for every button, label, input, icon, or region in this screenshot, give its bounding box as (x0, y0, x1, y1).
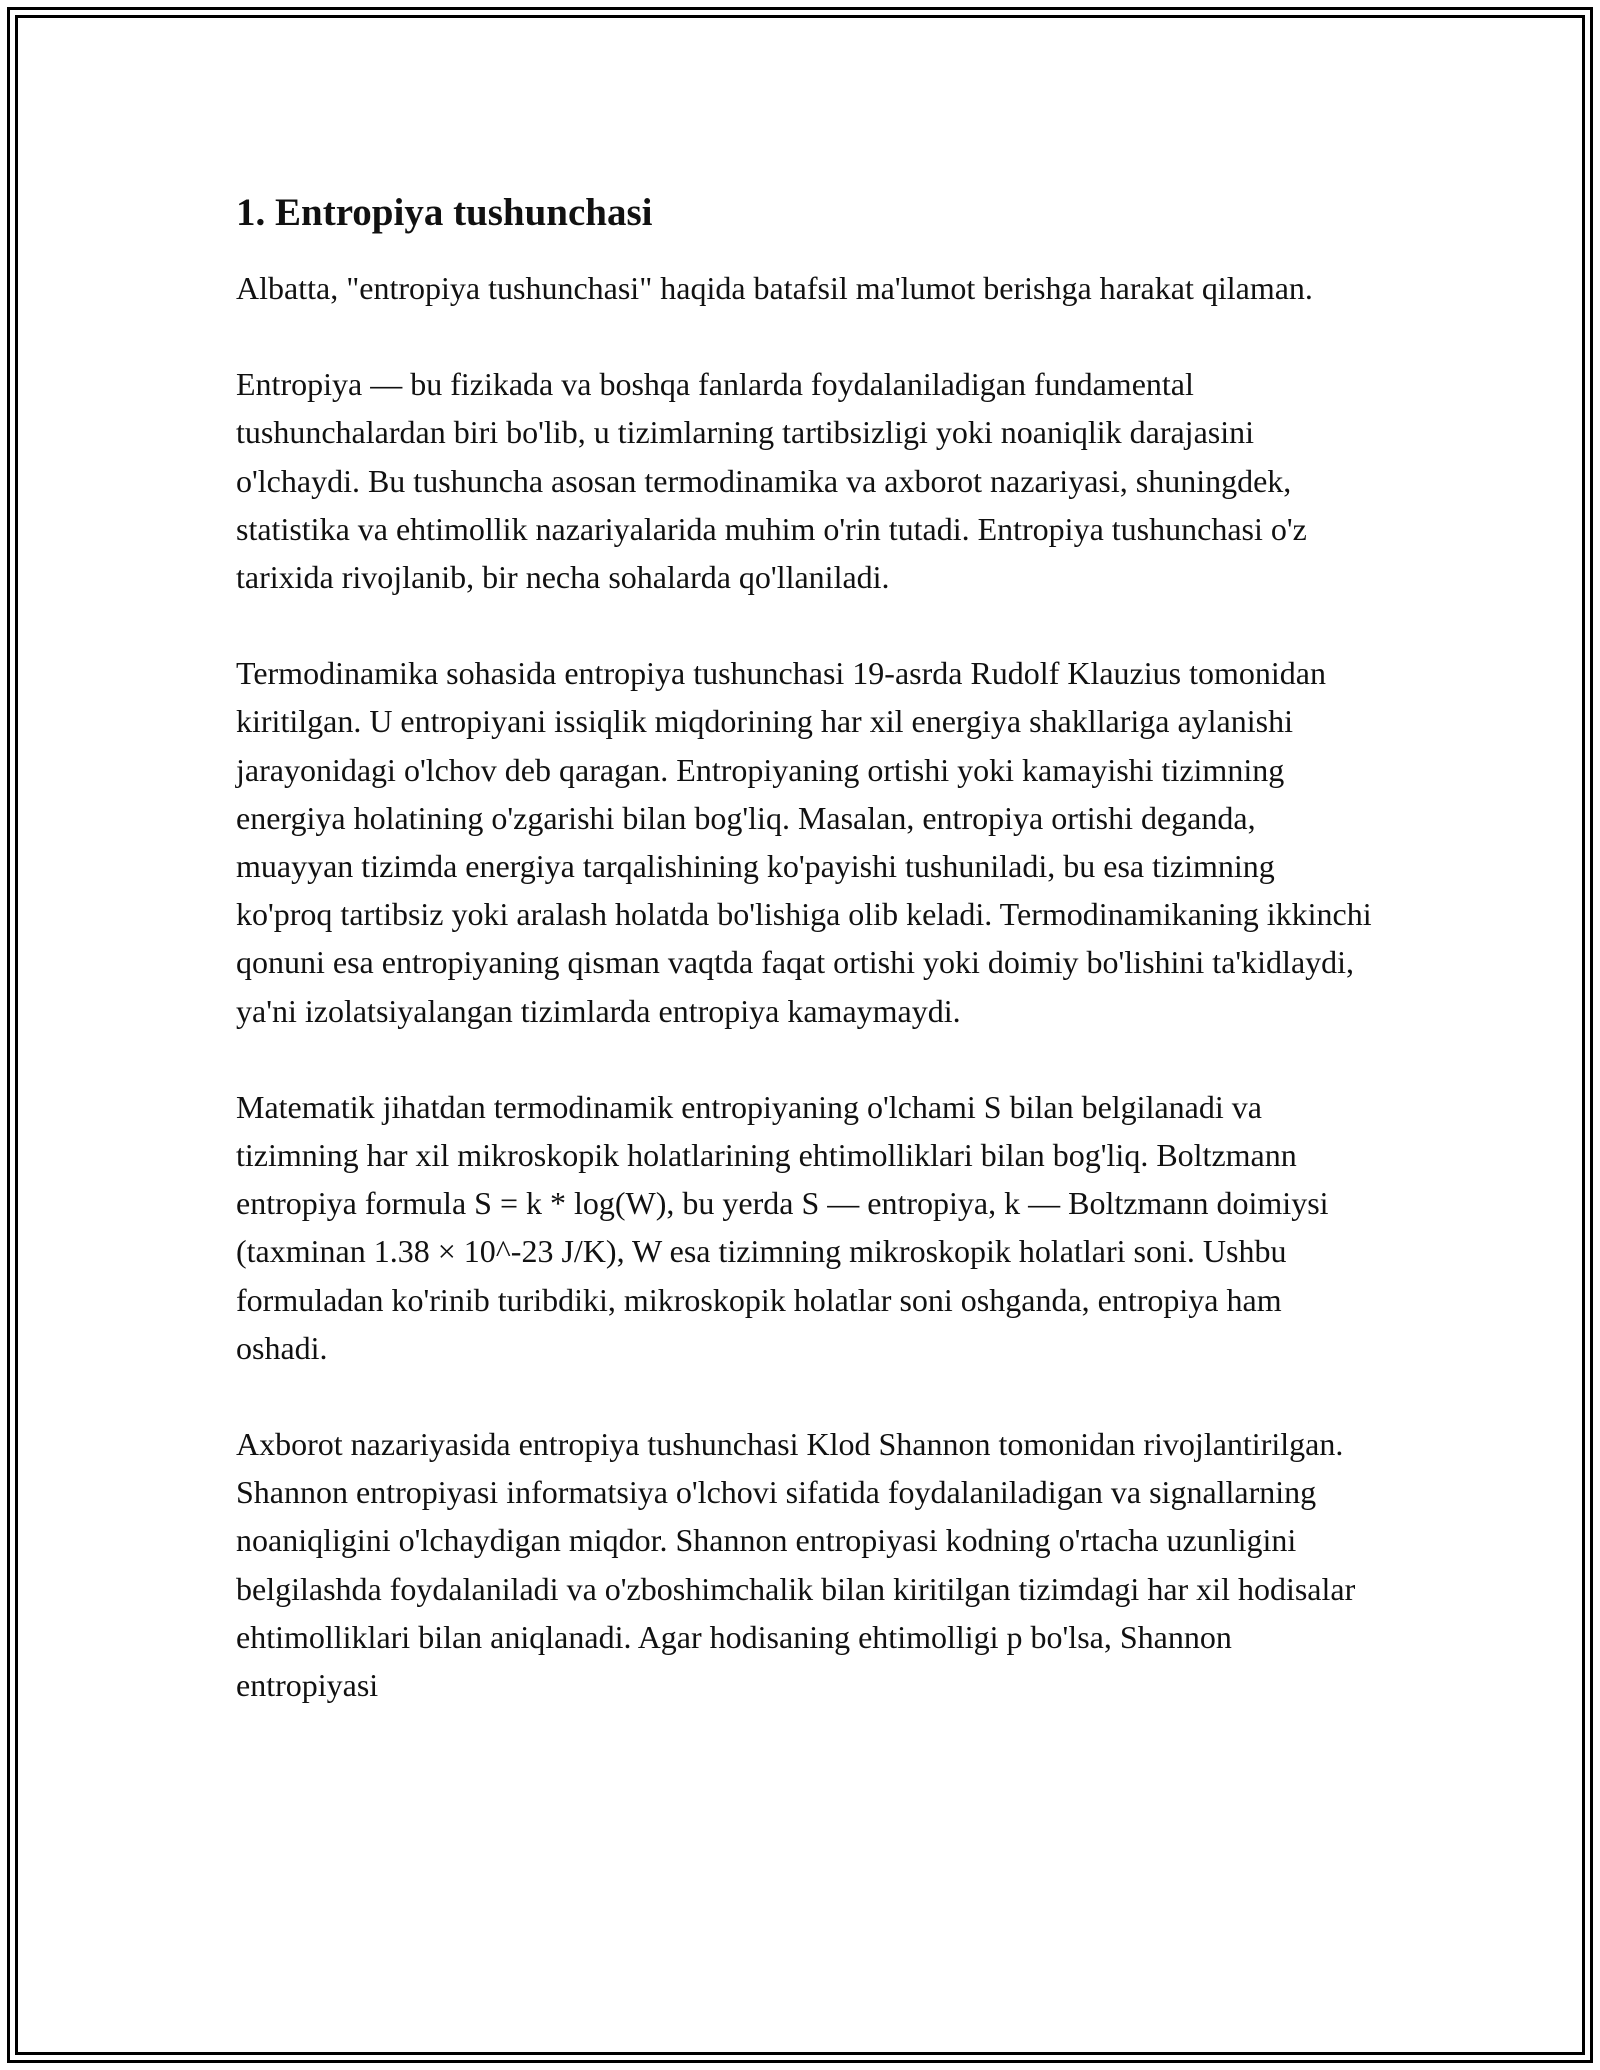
section-heading: 1. Entropiya tushunchasi (236, 191, 653, 234)
paragraph-intro: Albatta, "entropiya tushunchasi" haqida batafsil ma'lumot berishga harakat qilaman. (236, 270, 1313, 306)
paragraph-thermodynamics: Termodinamika sohasida entropiya tushunchasi 19-asrda Rudolf Klauzius tomonidan kiritilgan. U entropiyani issiqlik miqdorining har xil energiya shakllariga aylanishi jarayonidagi o'lchov deb qaragan. Entropiyaning ortishi yoki kamayishi tizimning energiya holatining o'zgarishi bilan bog'liq. Masalan, entropiya ortishi deganda, muayyan tizimda energiya tarqalishining ko'payishi tushuniladi, bu esa tizimning ko'proq tartibsiz yoki aralash holatda bo'lishiga olib keladi. Termodinamikaning ikkinchi qonuni esa entropiyaning qisman vaqtda faqat ortishi yoki doimiy bo'lishini ta'kidlaydi, ya'ni izolatsiyalangan tizimlarda entropiya kamaymaydi. (236, 655, 1372, 1029)
document-body (236, 188, 1376, 1757)
paragraph-shannon: Axborot nazariyasida entropiya tushunchasi Klod Shannon tomonidan rivojlantirilgan. Shannon entropiyasi informatsiya o'lchovi sifatida foydalaniladigan va signallarning noaniqligini o'lchaydigan miqdor. Shannon entropiyasi kodning o'rtacha uzunligini belgilashda foydalaniladi va o'zboshimchalik bilan kiritilgan tizimdagi har xil hodisalar ehtimolliklari bilan aniqlanadi. Agar hodisaning ehtimolligi p bo'lsa, Shannon entropiyasi (236, 1426, 1356, 1704)
paragraph-definition: Entropiya — bu fizikada va boshqa fanlarda foydalaniladigan fundamental tushunchalardan biri bo'lib, u tizimlarning tartibsizligi yoki noaniqlik darajasini o'lchaydi. Bu tushuncha asosan termodinamika va axborot nazariyasi, shuningdek, statistika va ehtimollik nazariyalarida muhim o'rin tutadi. Entropiya tushunchasi o'z tarixida rivojlanib, bir necha sohalarda qo'llaniladi. (236, 366, 1307, 596)
paragraph-boltzmann: Matematik jihatdan termodinamik entropiyaning o'lchami S bilan belgilanadi va tizimning har xil mikroskopik holatlarining ehtimolliklari bilan bog'liq. Boltzmann entropiya formula S = k * log(W), bu yerda S — entropiya, k — Boltzmann doimiysi (taxminan 1.38 × 10^-23 J/K), W esa tizimning mikroskopik holatlari soni. Ushbu formuladan ko'rinib turibdiki, mikroskopik holatlar soni oshganda, entropiya ham oshadi. (236, 1088, 1329, 1366)
